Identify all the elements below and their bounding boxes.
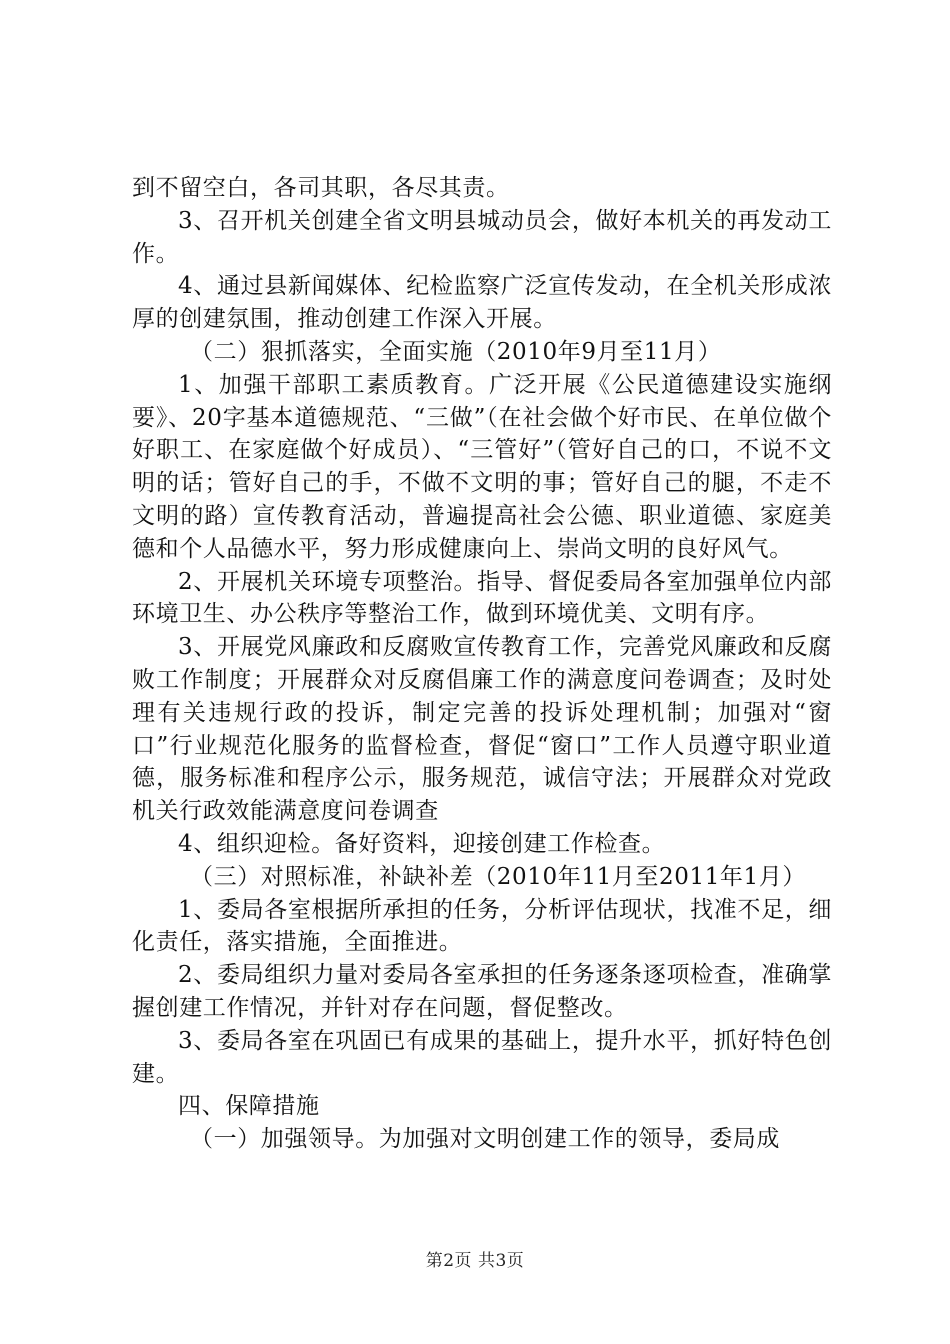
paragraph-item-4b: 4、组织迎检。备好资料，迎接创建工作检查。	[178, 830, 666, 857]
page-number-footer: 第2页 共3页	[425, 1251, 525, 1271]
section-heading-2: （二）狠抓落实，全面实施（2010年9月至11月）	[190, 338, 722, 365]
section-heading-4: 四、保障措施	[178, 1093, 320, 1120]
paragraph-subsection-1: （一）加强领导。为加强对文明创建工作的领导，委局成	[190, 1126, 780, 1153]
paragraph-item-3: 3、召开机关创建全省文明县城动员会，做好本机关的再发动工作。	[132, 207, 832, 267]
paragraph-item-2c: 2、委局组织力量对委局各室承担的任务逐条逐项检查，准确掌握创建工作情况，并针对存在问题，督促整改。	[132, 962, 832, 1021]
section-heading-3: （三）对照标准，补缺补差（2010年11月至2011年1月）	[190, 863, 806, 890]
paragraph-continuation: 到不留空白，各司其职，各尽其责。	[132, 175, 510, 201]
paragraph-item-1c: 1、委局各室根据所承担的任务，分析评估现状，找准不足，细化责任，落实措施，全面推进。	[132, 896, 832, 956]
document-body	[132, 172, 832, 1156]
paragraph-item-4: 4、通过县新闻媒体、纪检监察广泛宣传发动，在全机关形成浓厚的创建氛围，推动创建工作深入开展。	[132, 273, 832, 333]
paragraph-item-2: 2、开展机关环境专项整治。指导、督促委局各室加强单位内部环境卫生、办公秩序等整治工作，做到环境优美、文明有序。	[132, 568, 832, 628]
paragraph-item-1: 1、加强干部职工素质教育。广泛开展《公民道德建设实施纲要》、20字基本道德规范、“三做”（在社会做个好市民、在单位做个好职工、在家庭做个好成员）、“三管好”（管好自己的口，不说不文明的话；管好自己的手，不做不文明的事；管好自己的腿，不走不文明的路）宣传教育活动，普遍提高社会公德、职业道德、家庭美德和个人品德水平，努力形成健康向上、崇尚文明的良好风气。	[132, 371, 832, 562]
paragraph-item-3c: 3、委局各室在巩固已有成果的基础上，提升水平，抓好特色创建。	[132, 1027, 832, 1087]
paragraph-item-3b: 3、开展党风廉政和反腐败宣传教育工作，完善党风廉政和反腐败工作制度；开展群众对反腐倡廉工作的满意度问卷调查；及时处理有关违规行政的投诉，制定完善的投诉处理机制；加强对“窗口”行业规范化服务的监督检查，督促“窗口”工作人员遵守职业道德，服务标准和程序公示，服务规范，诚信守法；开展群众对党政机关行政效能满意度问卷调查	[132, 634, 832, 825]
